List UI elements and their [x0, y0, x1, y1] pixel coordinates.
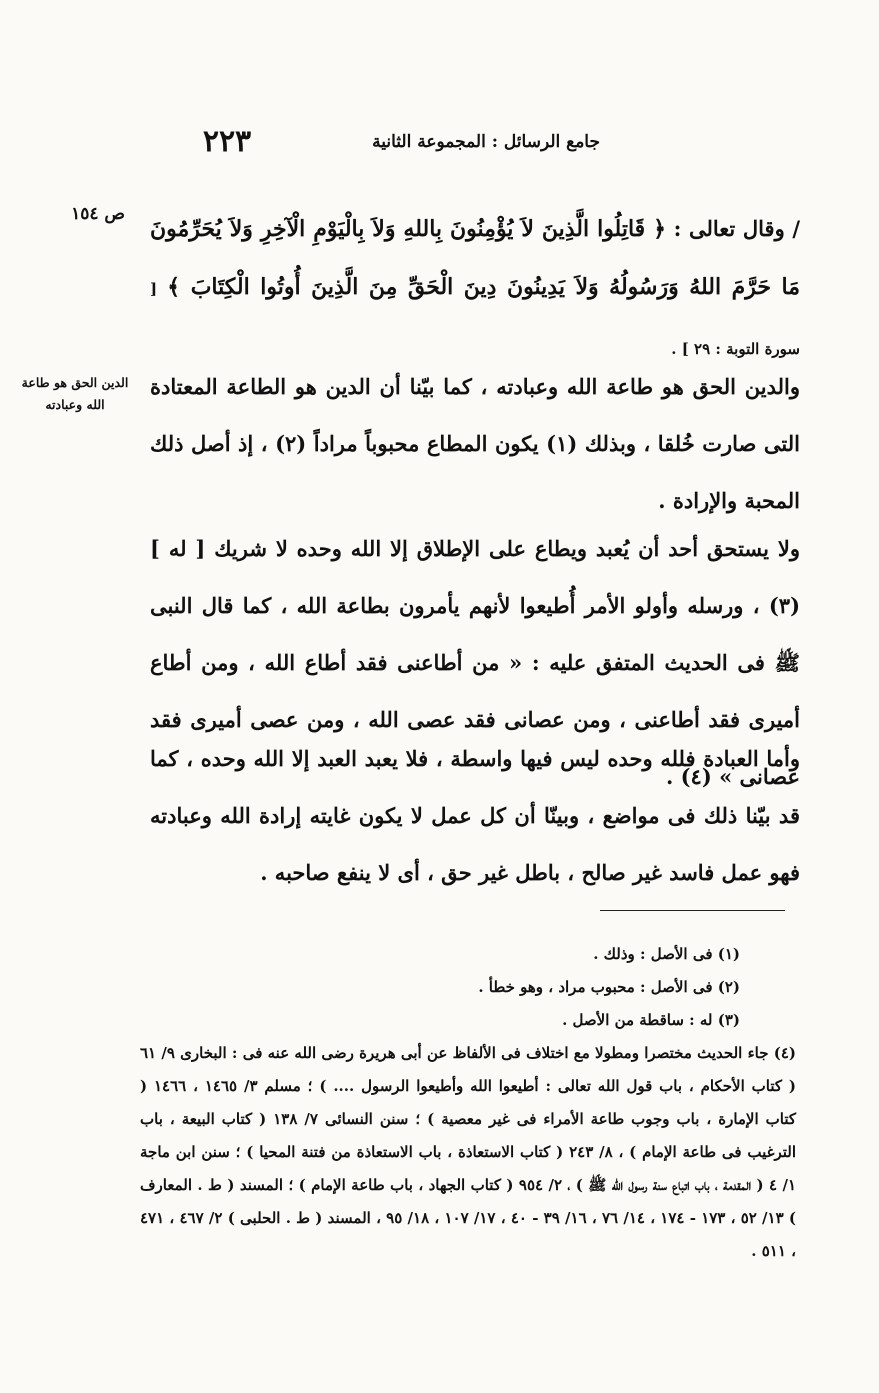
footnote-1: (١) فى الأصل : وذلك .: [593, 945, 740, 963]
paragraph-3: وأما العبادة فلله وحده ليس فيها واسطة ، فلا يعبد العبد إلا الله وحده ، كما قد بيّنا ذلك فى مواضع ، وبينّا أن كل عمل لا يكون غايته إرادة الله وعبادته فهو عمل فاسد غير صالح ، باطل غير حق ، أى لا ينفع صاحبه .: [150, 746, 800, 885]
page-number: ٢٢٣: [202, 124, 252, 159]
footnote-4: (٤) جاء الحديث مختصرا ومطولا مع اختلاف فى الألفاظ عن أبى هريرة رضى الله عنه فى : البخارى ٩/ ٦١ ( كتاب الأحكام ، باب قول الله تعالى : أطيعوا الله وأطيعوا الرسول .... ) ؛ مسلم ٣/ ١٤٦٥ ، ١٤٦٦ ( كتاب الإمارة ، باب وجوب طاعة الأمراء فى غير معصية ) ؛ سنن النسائى ٧/ ١٣٨ ( كتاب البيعة ، باب الترغيب فى طاعة الإمام ) ، ٨/ ٢٤٣ ( كتاب الاستعاذة ، باب الاستعاذة من فتنة المحيا ) ؛ سنن ابن ماجة ١/ ٤ ( المقدمة ، باب اتباع سنة رسول الله ﷺ ) ، ٢/ ٩٥٤ ( كتاب الجهاد ، باب طاعة الإمام ) ؛ المسند ( ط . المعارف ) ١٣/ ٥٢ ، ١٧٣ - ١٧٤ ، ١٤/ ٧٦ ، ١٦/ ٣٩ - ٤٠ ، ١٧/ ١٠٧ ، ١٨/ ٩٥ ، المسند ( ط . الحلبى ) ٢/ ٤٦٧ ، ٤٧١ ، ٥١١ .: [140, 1044, 797, 1260]
footnotes: [140, 938, 800, 1268]
footnote-2: (٢) فى الأصل : محبوب مراد ، وهو خطأ .: [478, 978, 740, 996]
quran-verse: ﴿ قَاتِلُوا الَّذِينَ لاَ يُؤْمِنُونَ بِاللهِ وَلاَ بِالْيَوْمِ الْآخِرِ وَلاَ يُحَرِّمُونَ مَا حَرَّمَ اللهُ وَرَسُولُهُ وَلاَ يَدِينُونَ دِينَ الْحَقِّ مِنَ الَّذِينَ أُوتُوا الْكِتَابَ ﴾: [150, 216, 800, 300]
quran-citation: [ سورة التوبة : ٢٩ ] .: [150, 280, 800, 358]
margin-page-reference: ص ١٥٤: [71, 204, 125, 224]
paragraph-2: ولا يستحق أحد أن يُعبد ويطاع على الإطلاق إلا الله وحده لا شريك [ له ] (٣) ، ورسله وأولو الأمر أُطيعوا لأنهم يأمرون بطاعة الله ، كما قال النبى ﷺ فى الحديث المتفق عليه : « من أطاعنى فقد أطاع الله ، ومن أطاع أميرى فقد أطاعنى ، ومن عصانى فقد عصى الله ، ومن عصى أميرى فقد عصانى » (٤) .: [150, 536, 800, 789]
footnote-separator: [600, 910, 785, 911]
paragraph-1: والدين الحق هو طاعة الله وعبادته ، كما بيّنا أن الدين هو الطاعة المعتادة التى صارت خُلقا ، وبذلك (١) يكون المطاع محبوباً مراداً (٢) ، إذ أصل ذلك المحبة والإرادة .: [150, 374, 800, 513]
running-title: جامع الرسائل : المجموعة الثانية: [372, 132, 600, 152]
margin-side-note: الدين الحق هو طاعة الله وعبادته: [21, 375, 129, 412]
quran-intro: / وقال تعالى :: [673, 216, 800, 241]
footnote-3: (٣) له : ساقطة من الأصل .: [562, 1011, 740, 1029]
quran-quotation: [150, 200, 800, 378]
